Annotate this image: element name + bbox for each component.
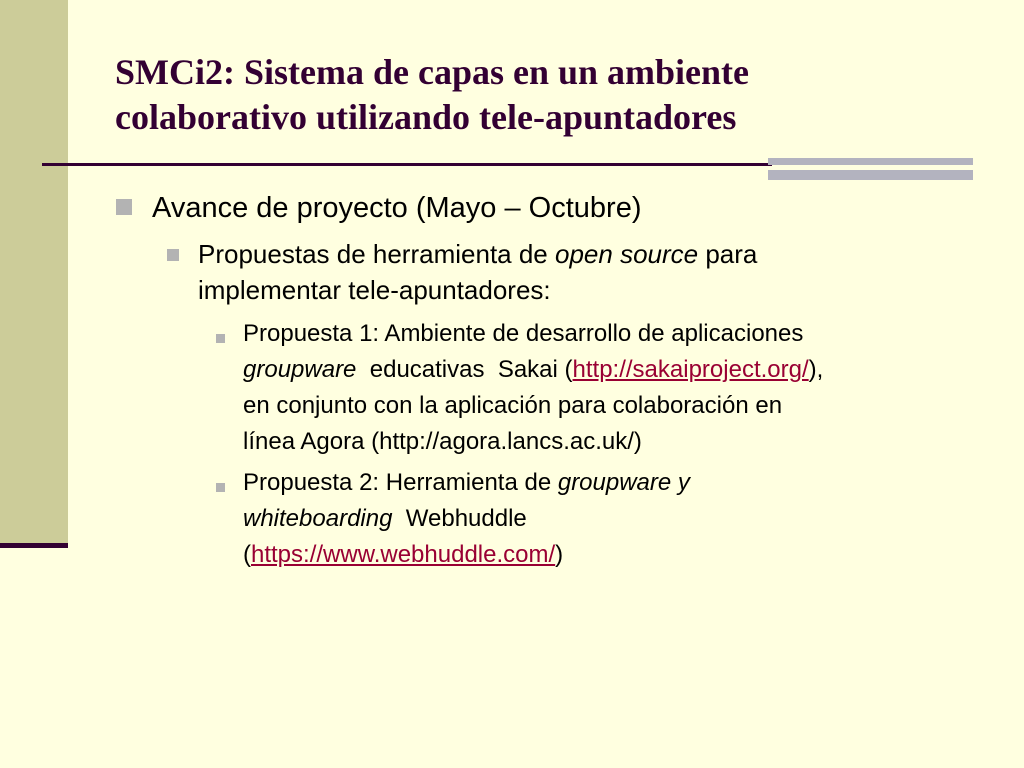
text-segment: )	[555, 541, 564, 568]
webhuddle-link[interactable]: https://www.webhuddle.com/	[251, 541, 556, 568]
text-segment: Propuesta 1: Ambiente de desarrollo de aplicaciones	[243, 320, 804, 347]
text-segment: (	[243, 541, 251, 568]
bullet-square-icon	[116, 199, 132, 215]
title-line-1: SMCi2: Sistema de capas en un ambiente	[115, 52, 750, 92]
text-segment: línea Agora (http://agora.lancs.ac.uk/)	[243, 428, 642, 455]
bullet-proposal-1	[243, 316, 993, 460]
bullet-project-progress: Avance de proyecto (Mayo – Octubre)	[152, 192, 642, 224]
text-open-source: open source	[555, 239, 699, 269]
left-band-edge	[0, 543, 68, 548]
bullet-square-icon	[167, 249, 179, 261]
text-whiteboarding: whiteboarding	[243, 505, 393, 532]
bullet-proposal-2	[243, 465, 993, 573]
text-segment: implementar tele-apuntadores:	[198, 275, 551, 305]
bullet-tool-proposals	[198, 236, 978, 308]
text-segment: Propuesta 2: Herramienta de	[243, 469, 558, 496]
accent-bar-top	[768, 158, 973, 165]
left-decorative-band	[0, 0, 68, 545]
text-segment: Webhuddle	[392, 505, 527, 532]
accent-bar-bottom	[768, 170, 973, 180]
text-segment: ),	[808, 356, 824, 383]
bullet-square-icon	[216, 483, 225, 492]
text-segment: en conjunto con la aplicación para colaboración en	[243, 392, 783, 419]
slide-title	[115, 50, 975, 140]
bullet-square-icon	[216, 334, 225, 343]
text-groupware-y: groupware y	[557, 469, 690, 496]
title-line-2: colaborativo utilizando tele-apuntadores	[115, 97, 737, 137]
text-groupware: groupware	[243, 356, 357, 383]
text-segment: Propuestas de herramienta de	[198, 239, 555, 269]
sakai-link[interactable]: http://sakaiproject.org/	[572, 356, 809, 383]
text-segment: para	[698, 239, 758, 269]
title-divider	[42, 163, 772, 166]
text-segment: educativas Sakai (	[356, 356, 573, 383]
